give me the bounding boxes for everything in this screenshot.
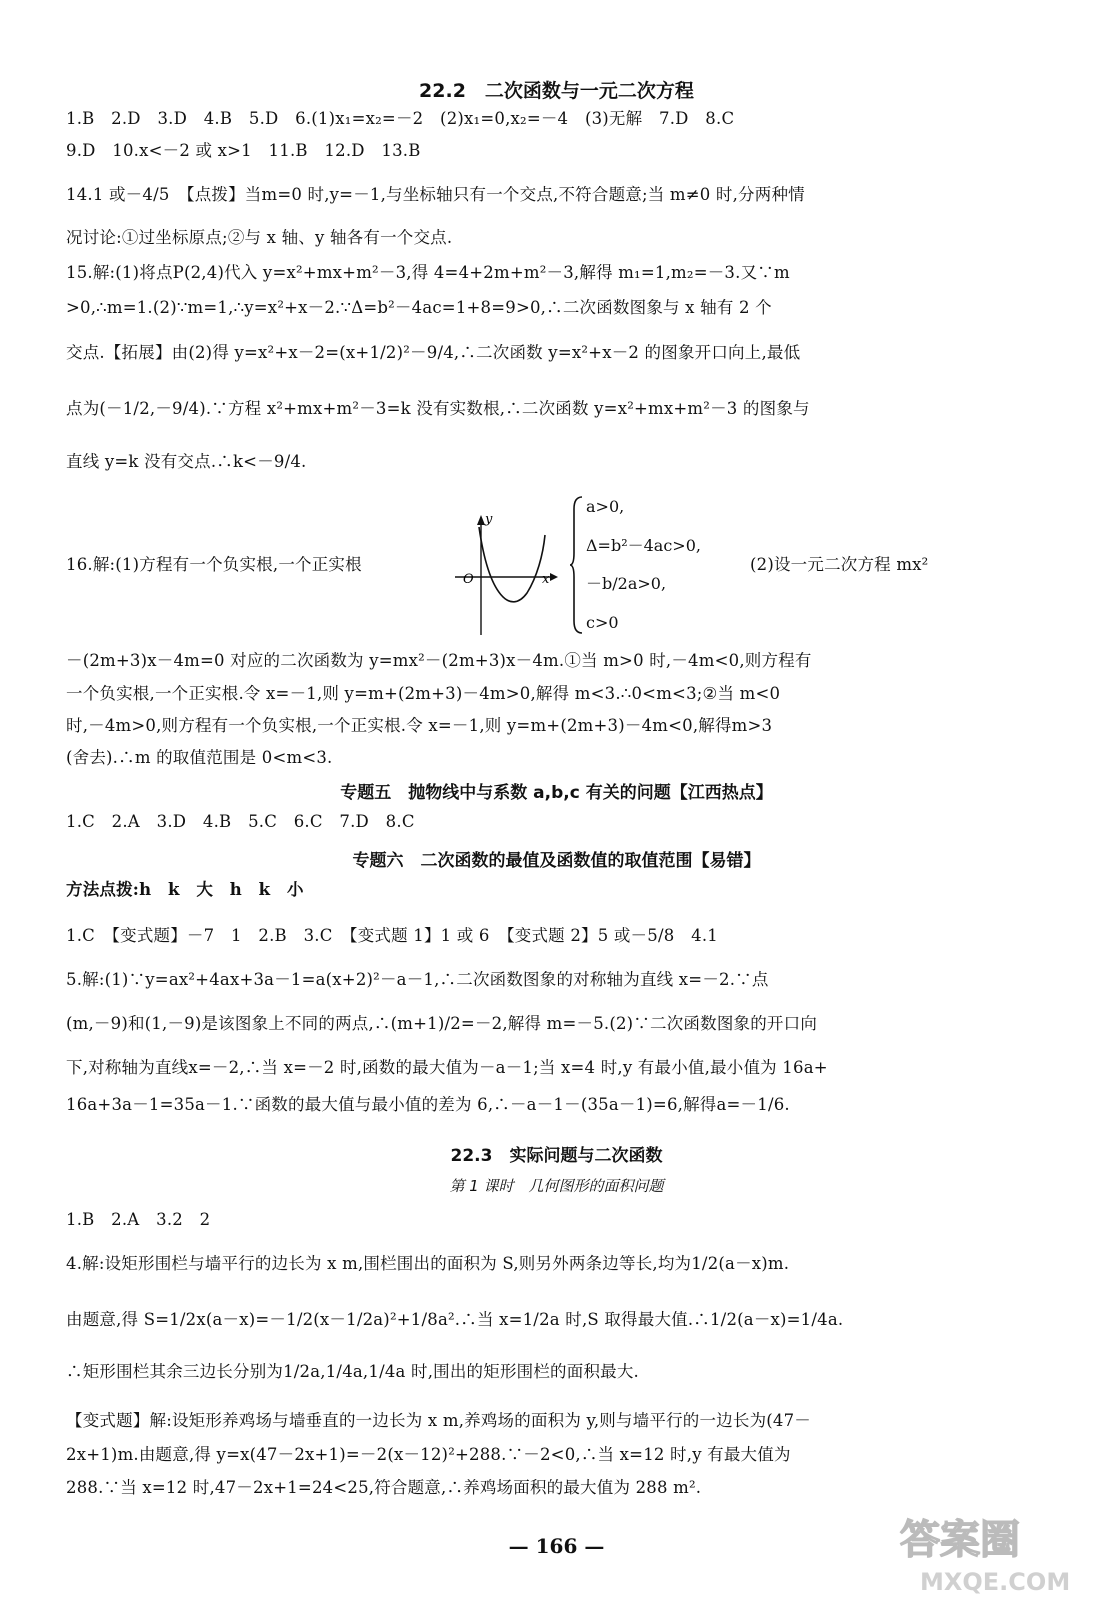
- watermark-logo: [880, 1505, 1100, 1600]
- topic-six-heading: 专题六 二次函数的最值及函数值的取值范围【易错】: [352, 851, 761, 871]
- answer-line-16a: 16.解:(1)方程有一个负实根,一个正实根: [66, 555, 362, 574]
- answer-line-24: (m,－9)和(1,－9)是该图象上不同的两点,∴(m+1)/2=－2,解得 m=－5.(2)∵二次函数图象的开口向: [66, 1014, 818, 1033]
- answer-line-21: 1.C 2.A 3.D 4.B 5.C 6.C 7.D 8.C: [66, 812, 415, 831]
- brace-icon: [570, 495, 584, 635]
- graph-y-label: y: [485, 512, 493, 527]
- lesson-heading: 第 1 课时 几何图形的面积问题: [449, 1177, 664, 1195]
- answer-line-27: 1.B 2.A 3.2 2: [66, 1210, 211, 1229]
- answer-line-23: 5.解:(1)∵y=ax²+4ax+3a－1=a(x+2)²－a－1,∴二次函数图象的对称轴为直线 x=－2.∵点: [66, 970, 769, 989]
- answer-line-3: 14.1 或－4/5 【点拨】当m=0 时,y=－1,与坐标轴只有一个交点,不符合题意;当 m≠0 时,分两种情: [66, 185, 805, 204]
- answer-line-30: ∴矩形围栏其余三边长分别为1/2a,1/4a,1/4a 时,围出的矩形围栏的面积最大.: [66, 1362, 639, 1381]
- answer-line-1: 1.B 2.D 3.D 4.B 5.D 6.(1)x₁=x₂=－2 (2)x₁=0,x₂=－4 (3)无解 7.D 8.C: [66, 109, 735, 128]
- answer-line-6: >0,∴m=1.(2)∵m=1,∴y=x²+x－2.∵Δ=b²－4ac=1+8=9>0,∴二次函数图象与 x 轴有 2 个: [66, 298, 772, 317]
- parabola-graph: [455, 505, 565, 635]
- svg-text:答案圈: 答案圈: [900, 1517, 1020, 1563]
- condition-4: c>0: [586, 613, 619, 632]
- condition-3: －b/2a>0,: [586, 574, 667, 593]
- answer-line-32: 2x+1)m.由题意,得 y=x(47－2x+1)=－2(x－12)²+288.∵－2<0,∴当 x=12 时,y 有最大值为: [66, 1445, 791, 1464]
- condition-1: a>0,: [586, 497, 625, 516]
- section-heading-22-3: 22.3 实际问题与二次函数: [450, 1146, 663, 1166]
- answer-line-9: 直线 y=k 没有交点.∴k<－9/4.: [66, 452, 307, 471]
- answer-line-33: 288.∵当 x=12 时,47－2x+1=24<25,符合题意,∴养鸡场面积的最大值为 288 m².: [66, 1478, 702, 1497]
- answer-line-4: 况讨论:①过坐标原点;②与 x 轴、y 轴各有一个交点.: [66, 228, 453, 247]
- section-heading-22-2: 22.2 二次函数与一元二次方程: [419, 80, 694, 102]
- answer-line-17: －(2m+3)x－4m=0 对应的二次函数为 y=mx²－(2m+3)x－4m.①当 m>0 时,－4m<0,则方程有: [66, 651, 812, 670]
- condition-system: [570, 495, 740, 635]
- answer-line-7: 交点.【拓展】由(2)得 y=x²+x－2=(x+1/2)²－9/4,∴二次函数 y=x²+x－2 的图象开口向上,最低: [66, 343, 801, 362]
- method-tip-line: 方法点拨:h k 大 h k 小: [66, 880, 304, 899]
- answer-line-2: 9.D 10.x<－2 或 x>1 11.B 12.D 13.B: [66, 141, 421, 160]
- graph-x-label: x: [542, 572, 550, 587]
- answer-line-31: 【变式题】解:设矩形养鸡场与墙垂直的一边长为 x m,养鸡场的面积为 y,则与墙平行的一边长为(47－: [66, 1411, 811, 1430]
- answer-line-19: 时,－4m>0,则方程有一个负实根,一个正实根.令 x=－1,则 y=m+(2m+3)－4m<0,解得m>3: [66, 716, 773, 735]
- topic-five-heading: 专题五 抛物线中与系数 a,b,c 有关的问题【江西热点】: [340, 783, 773, 803]
- answer-line-26: 16a+3a－1=35a－1.∵函数的最大值与最小值的差为 6,∴－a－1－(35a－1)=6,解得a=－1/6.: [66, 1095, 790, 1114]
- page-number: — 166 —: [508, 1534, 605, 1558]
- answer-line-25: 下,对称轴为直线x=－2,∴当 x=－2 时,函数的最大值为－a－1;当 x=4 时,y 有最小值,最小值为 16a+: [66, 1058, 828, 1077]
- svg-text:MXQE.COM: MXQE.COM: [920, 1568, 1071, 1596]
- answer-line-16b: (2)设一元二次方程 mx²: [750, 555, 929, 574]
- answer-line-18: 一个负实根,一个正实根.令 x=－1,则 y=m+(2m+3)－4m>0,解得 m<3.∴0<m<3;②当 m<0: [66, 684, 781, 703]
- graph-origin-label: O: [463, 572, 474, 587]
- answer-line-5: 15.解:(1)将点P(2,4)代入 y=x²+mx+m²－3,得 4=4+2m+m²－3,解得 m₁=1,m₂=－3.又∵m: [66, 263, 790, 282]
- answer-line-8: 点为(－1/2,－9/4).∵方程 x²+mx+m²－3=k 没有实数根,∴二次函数 y=x²+mx+m²－3 的图象与: [66, 399, 810, 418]
- answer-line-29: 由题意,得 S=1/2x(a－x)=－1/2(x－1/2a)²+1/8a².∴当 x=1/2a 时,S 取得最大值.∴1/2(a－x)=1/4a.: [66, 1310, 844, 1329]
- answer-line-28: 4.解:设矩形围栏与墙平行的边长为 x m,围栏围出的面积为 S,则另外两条边等长,均为1/2(a－x)m.: [66, 1254, 790, 1273]
- condition-2: Δ=b²－4ac>0,: [586, 536, 701, 555]
- answer-line-20: (舍去).∴m 的取值范围是 0<m<3.: [66, 748, 333, 767]
- answer-line-22: 1.C 【变式题】－7 1 2.B 3.C 【变式题 1】1 或 6 【变式题 2】5 或－5/8 4.1: [66, 926, 718, 945]
